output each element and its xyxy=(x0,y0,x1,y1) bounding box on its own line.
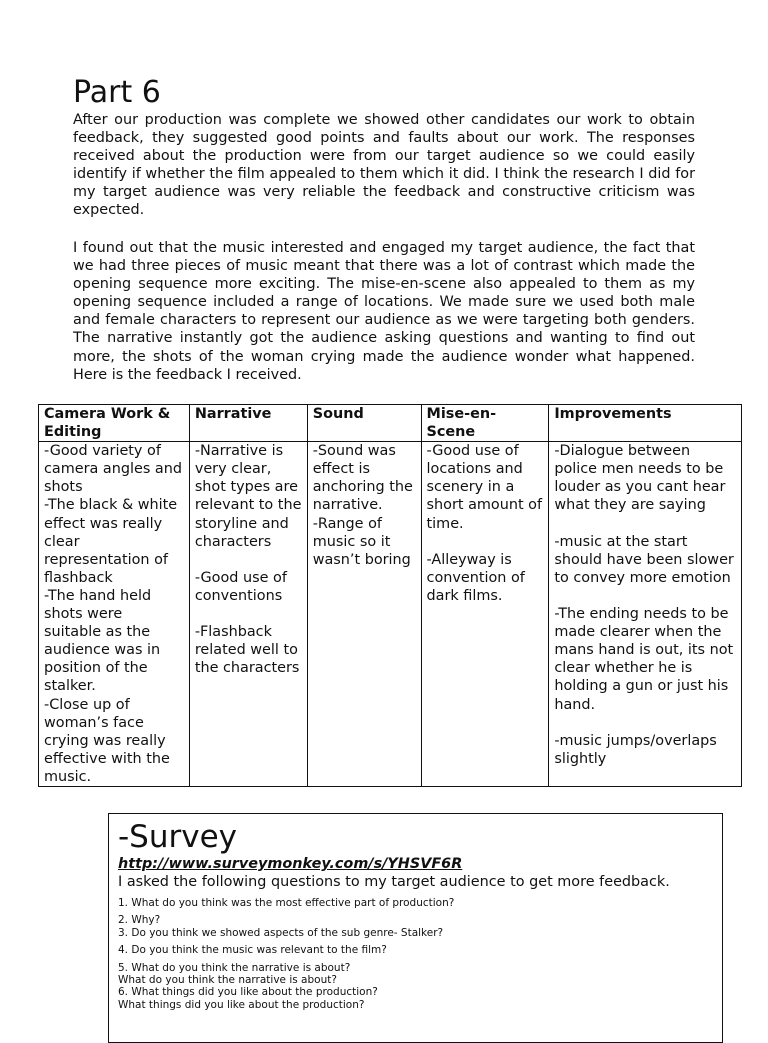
camera-point-1: -Good variety of camera angles and shots xyxy=(44,443,182,496)
camera-point-4: -Close up of woman’s face crying was really effective with the music. xyxy=(44,696,170,785)
survey-question-3: 3. Do you think we showed aspects of the sub genre- Stalker? xyxy=(118,926,444,939)
survey-link[interactable]: http://www.surveymonkey.com/s/YHSVF6R xyxy=(118,856,463,872)
table-row xyxy=(39,442,742,787)
improvement-point-3: -The ending needs to be made clearer when the mans hand is out, its not clear whether he is holding a gun or just his hand. xyxy=(554,606,734,713)
survey-question-4: 4. Do you think the music was relevant to the film? xyxy=(118,944,387,957)
improvement-point-1: -Dialogue between police men needs to be louder as you cant hear what they are saying xyxy=(554,443,726,514)
improvement-point-4: -music jumps/overlaps slightly xyxy=(554,732,717,767)
camera-point-3: -The hand held shots were suitable as the audience was in position of the stalker. xyxy=(44,587,161,695)
sound-point-2: -Range of music so it wasn’t boring xyxy=(312,515,411,568)
header-mise-en-scene: Mise-en-Scene xyxy=(421,405,549,442)
mise-point-2: -Alleyway is convention of dark films. xyxy=(426,551,525,604)
cell-narrative xyxy=(189,442,307,787)
cell-improvements xyxy=(549,442,742,787)
survey-question-1: 1. What do you think was the most effective part of production? xyxy=(118,897,455,909)
mise-point-1: -Good use of locations and scenery in a short amount of time. xyxy=(426,443,543,532)
narrative-point-2: -Good use of conventions xyxy=(194,569,287,604)
paragraph-intro: After our production was complete we showed other candidates our work to obtain feedback, they suggested good points and faults about our work. The responses received about the production were from our target audience so we could easily identify if whether the film appealed to them which it did. I think the research I did for my target audience was very reliable the feedback and constructive criticism was expected. xyxy=(73,112,695,219)
table-header-row xyxy=(39,405,742,442)
feedback-table xyxy=(38,404,742,787)
header-sound: Sound xyxy=(307,405,421,442)
survey-title: -Survey xyxy=(118,819,238,855)
cell-sound xyxy=(307,442,421,787)
header-camera-work: Camera Work & Editing xyxy=(39,405,190,442)
survey-question-6: 6. What things did you like about the production? xyxy=(118,986,378,999)
survey-intro: I asked the following questions to my target audience to get more feedback. xyxy=(118,874,670,890)
page-title: Part 6 xyxy=(73,75,161,110)
improvement-point-2: -music at the start should have been slower to convey more emotion xyxy=(554,533,734,586)
cell-camera-work xyxy=(39,442,190,787)
survey-box xyxy=(108,813,723,1043)
survey-question-2: 2. Why? xyxy=(118,914,161,927)
narrative-point-3: -Flashback related well to the characters xyxy=(194,624,300,677)
paragraph-findings: I found out that the music interested and engaged my target audience, the fact that we had three pieces of music meant that there was a lot of contrast which made the opening sequence more exciting. The mise-en-scene also appealed to them as my opening sequence included a range of locations. We made sure we used both male and female characters to represent our audience as we were targeting both genders. The narrative instantly got the audience asking questions and wanting to find out more, the shots of the woman crying made the audience wonder what happened. Here is the feedback I received. xyxy=(73,240,695,383)
header-improvements: Improvements xyxy=(549,405,742,442)
camera-point-2: -The black & white effect was really clear representation of flashback xyxy=(44,497,178,586)
sound-point-1: -Sound was effect is anchoring the narrative. xyxy=(312,443,413,514)
narrative-point-1: -Narrative is very clear, shot types are relevant to the storyline and characters xyxy=(194,443,302,550)
cell-mise-en-scene xyxy=(421,442,549,787)
survey-question-6-repeat: What things did you like about the production? xyxy=(118,998,365,1011)
survey-question-5-repeat: What do you think the narrative is about? xyxy=(118,974,337,987)
survey-question-5: 5. What do you think the narrative is about? xyxy=(118,961,351,974)
header-narrative: Narrative xyxy=(189,405,307,442)
